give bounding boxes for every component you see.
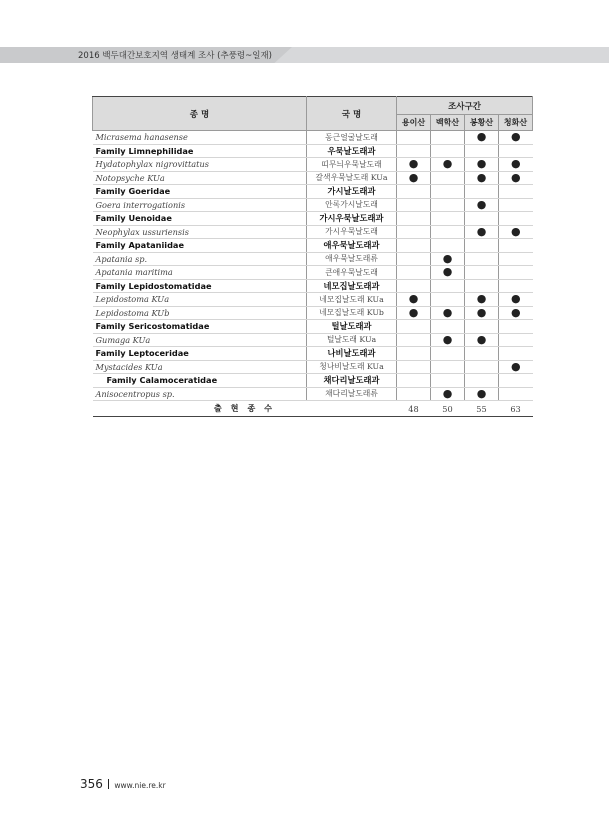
header-site: 용이산 bbox=[397, 115, 431, 131]
family-row bbox=[93, 279, 533, 293]
header-site: 청화산 bbox=[499, 115, 533, 131]
empty-cell bbox=[499, 333, 533, 347]
species-row bbox=[93, 225, 533, 239]
korean-name: 청나비날도래 KUa bbox=[307, 360, 397, 374]
species-row bbox=[93, 131, 533, 145]
species-row bbox=[93, 360, 533, 374]
empty-cell bbox=[465, 374, 499, 388]
korean-name: 나비날도래과 bbox=[307, 347, 397, 361]
korean-name: 큰애우묵날도래 bbox=[307, 266, 397, 280]
korean-name: 애우묵날도래류 bbox=[307, 252, 397, 266]
empty-cell bbox=[431, 279, 465, 293]
empty-cell bbox=[397, 360, 431, 374]
presence-mark: ● bbox=[431, 158, 465, 172]
species-row bbox=[93, 266, 533, 280]
korean-name: 안록가시날도래 bbox=[307, 198, 397, 212]
korean-name: 우묵날도래과 bbox=[307, 144, 397, 158]
empty-cell bbox=[499, 239, 533, 253]
empty-cell bbox=[465, 185, 499, 199]
species-name: Micrasema hanasense bbox=[93, 131, 307, 145]
empty-cell bbox=[499, 198, 533, 212]
empty-cell bbox=[465, 266, 499, 280]
family-name: Family Leptoceridae bbox=[93, 347, 307, 361]
family-name: Family Lepidostomatidae bbox=[93, 279, 307, 293]
presence-mark: ● bbox=[431, 252, 465, 266]
presence-mark: ● bbox=[465, 333, 499, 347]
empty-cell bbox=[431, 360, 465, 374]
species-row bbox=[93, 198, 533, 212]
family-row bbox=[93, 185, 533, 199]
species-name: Lepidostoma KUa bbox=[93, 293, 307, 307]
empty-cell bbox=[397, 266, 431, 280]
species-row bbox=[93, 333, 533, 347]
header-survey-section: 조사구간 bbox=[397, 97, 533, 115]
family-name: Family Calamoceratidae bbox=[93, 374, 307, 388]
total-label: 출 현 종 수 bbox=[93, 401, 397, 417]
presence-mark: ● bbox=[499, 225, 533, 239]
species-table bbox=[92, 96, 533, 417]
species-name: Anisocentropus sp. bbox=[93, 387, 307, 401]
family-name: Family Goeridae bbox=[93, 185, 307, 199]
header-korean-name: 국 명 bbox=[307, 97, 397, 131]
empty-cell bbox=[499, 347, 533, 361]
header-site: 백학산 bbox=[431, 115, 465, 131]
footer-url: www.nie.re.kr bbox=[114, 781, 166, 790]
empty-cell bbox=[431, 293, 465, 307]
species-row bbox=[93, 171, 533, 185]
empty-cell bbox=[397, 279, 431, 293]
presence-mark: ● bbox=[465, 171, 499, 185]
presence-mark: ● bbox=[499, 131, 533, 145]
presence-mark: ● bbox=[431, 333, 465, 347]
korean-name: 채다리날도래류 bbox=[307, 387, 397, 401]
empty-cell bbox=[499, 266, 533, 280]
empty-cell bbox=[397, 333, 431, 347]
header-species: 종 명 bbox=[93, 97, 307, 131]
empty-cell bbox=[397, 212, 431, 226]
empty-cell bbox=[397, 131, 431, 145]
page-number: 356 bbox=[80, 777, 103, 791]
presence-mark: ● bbox=[465, 198, 499, 212]
empty-cell bbox=[431, 171, 465, 185]
korean-name: 네모집날도래과 bbox=[307, 279, 397, 293]
presence-mark: ● bbox=[465, 293, 499, 307]
total-count: 50 bbox=[431, 401, 465, 417]
species-name: Apatania maritima bbox=[93, 266, 307, 280]
empty-cell bbox=[431, 374, 465, 388]
korean-name: 동근얼굴날도래 bbox=[307, 131, 397, 145]
species-row bbox=[93, 158, 533, 172]
empty-cell bbox=[397, 225, 431, 239]
presence-mark: ● bbox=[499, 306, 533, 320]
empty-cell bbox=[465, 144, 499, 158]
empty-cell bbox=[397, 239, 431, 253]
empty-cell bbox=[431, 225, 465, 239]
empty-cell bbox=[499, 279, 533, 293]
family-name: Family Sericostomatidae bbox=[93, 320, 307, 334]
presence-mark: ● bbox=[465, 158, 499, 172]
species-name: Hydatophylax nigrovittatus bbox=[93, 158, 307, 172]
korean-name: 채다리날도래과 bbox=[307, 374, 397, 388]
species-name: Mystacides KUa bbox=[93, 360, 307, 374]
total-row bbox=[93, 401, 533, 417]
family-name: Family Uenoidae bbox=[93, 212, 307, 226]
empty-cell bbox=[431, 212, 465, 226]
empty-cell bbox=[431, 239, 465, 253]
family-row bbox=[93, 212, 533, 226]
empty-cell bbox=[397, 347, 431, 361]
family-row bbox=[93, 374, 533, 388]
empty-cell bbox=[499, 212, 533, 226]
korean-name: 가시우묵날도래과 bbox=[307, 212, 397, 226]
korean-name: 갈색우묵날도래 KUa bbox=[307, 171, 397, 185]
species-name: Neophylax ussuriensis bbox=[93, 225, 307, 239]
korean-name: 털날도래과 bbox=[307, 320, 397, 334]
empty-cell bbox=[431, 131, 465, 145]
empty-cell bbox=[397, 387, 431, 401]
korean-name: 애우묵날도래과 bbox=[307, 239, 397, 253]
empty-cell bbox=[397, 374, 431, 388]
empty-cell bbox=[465, 360, 499, 374]
empty-cell bbox=[431, 144, 465, 158]
species-name: Apatania sp. bbox=[93, 252, 307, 266]
empty-cell bbox=[465, 320, 499, 334]
total-count: 48 bbox=[397, 401, 431, 417]
empty-cell bbox=[431, 185, 465, 199]
footer-divider bbox=[108, 779, 110, 789]
korean-name: 가시날도래과 bbox=[307, 185, 397, 199]
korean-name: 가시우묵날도래 bbox=[307, 225, 397, 239]
empty-cell bbox=[465, 347, 499, 361]
total-count: 63 bbox=[499, 401, 533, 417]
presence-mark: ● bbox=[397, 306, 431, 320]
empty-cell bbox=[499, 144, 533, 158]
species-row bbox=[93, 293, 533, 307]
korean-name: 띠무늬우묵날도래 bbox=[307, 158, 397, 172]
table-body bbox=[93, 131, 533, 401]
empty-cell bbox=[431, 347, 465, 361]
presence-mark: ● bbox=[397, 171, 431, 185]
header-site: 봉황산 bbox=[465, 115, 499, 131]
family-row bbox=[93, 320, 533, 334]
presence-mark: ● bbox=[499, 171, 533, 185]
presence-mark: ● bbox=[431, 306, 465, 320]
presence-mark: ● bbox=[465, 225, 499, 239]
total-count: 55 bbox=[465, 401, 499, 417]
empty-cell bbox=[465, 252, 499, 266]
family-name: Family Apataniidae bbox=[93, 239, 307, 253]
species-name: Goera interrogationis bbox=[93, 198, 307, 212]
species-row bbox=[93, 387, 533, 401]
empty-cell bbox=[465, 239, 499, 253]
family-row bbox=[93, 144, 533, 158]
presence-mark: ● bbox=[431, 387, 465, 401]
empty-cell bbox=[397, 320, 431, 334]
empty-cell bbox=[499, 320, 533, 334]
family-name: Family Limnephilidae bbox=[93, 144, 307, 158]
species-name: Gumaga KUa bbox=[93, 333, 307, 347]
presence-mark: ● bbox=[465, 306, 499, 320]
empty-cell bbox=[431, 320, 465, 334]
presence-mark: ● bbox=[499, 360, 533, 374]
presence-mark: ● bbox=[431, 266, 465, 280]
korean-name: 네모집날도래 KUb bbox=[307, 306, 397, 320]
empty-cell bbox=[431, 198, 465, 212]
empty-cell bbox=[397, 252, 431, 266]
presence-mark: ● bbox=[397, 158, 431, 172]
korean-name: 털날도래 KUa bbox=[307, 333, 397, 347]
empty-cell bbox=[397, 198, 431, 212]
presence-mark: ● bbox=[499, 293, 533, 307]
family-row bbox=[93, 347, 533, 361]
presence-mark: ● bbox=[465, 387, 499, 401]
page-footer bbox=[80, 773, 166, 792]
empty-cell bbox=[499, 374, 533, 388]
empty-cell bbox=[465, 212, 499, 226]
species-row bbox=[93, 306, 533, 320]
empty-cell bbox=[499, 252, 533, 266]
species-name: Notopsyche KUa bbox=[93, 171, 307, 185]
presence-mark: ● bbox=[397, 293, 431, 307]
running-header-title: 2016 백두대간보호지역 생태계 조사 (추풍령~일재) bbox=[78, 51, 272, 61]
empty-cell bbox=[397, 185, 431, 199]
empty-cell bbox=[397, 144, 431, 158]
korean-name: 네모집날도래 KUa bbox=[307, 293, 397, 307]
empty-cell bbox=[465, 279, 499, 293]
family-row bbox=[93, 239, 533, 253]
species-name: Lepidostoma KUb bbox=[93, 306, 307, 320]
species-row bbox=[93, 252, 533, 266]
empty-cell bbox=[499, 387, 533, 401]
presence-mark: ● bbox=[465, 131, 499, 145]
presence-mark: ● bbox=[499, 158, 533, 172]
empty-cell bbox=[499, 185, 533, 199]
